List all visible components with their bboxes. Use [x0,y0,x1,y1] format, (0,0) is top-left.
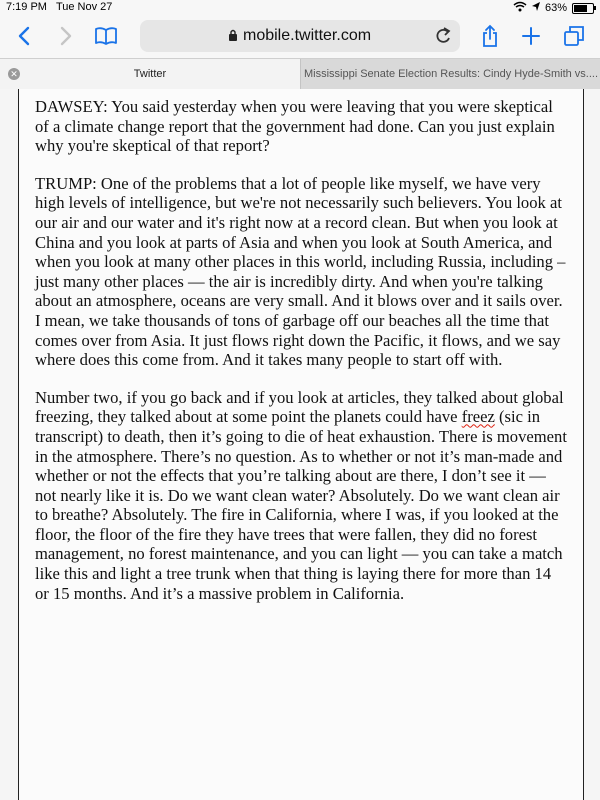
status-bar [0,0,600,16]
new-tab-icon[interactable] [520,24,542,48]
paragraph-dawsey: DAWSEY: You said yesterday when you were leaving that you were skeptical of a climate change report that the government had done. Can you just explain why you're skeptical of that report? [35,97,555,156]
paragraph-text: Number two, if you go back and if you look at articles, they talked about global freezing, they talked about at some point the planets could have [35,387,564,427]
tab-election-results[interactable] [300,59,600,89]
back-button[interactable] [14,24,34,48]
tab-title: Twitter [133,68,167,80]
location-icon [532,2,540,14]
paragraph-number-two [35,388,567,604]
paragraph-text: (sic in transcript) to death, then it’s going to die of heat exhaustion. There is movement in the atmosphere. There’s no question. As to whether or not it’s man-made and whether or not the effects that you’re talking about are there, I don’t see it — not nearly like it is. Do we want clean water? Absolutely. Do we want clean air to breathe? Absolutely. The fire in California, where I was, if you looked at the floor, the floor of the fire they have trees that were fallen, they did no forest management, no forest maintenance, and you can light — you can take a match like this and light a tree trunk when that thing is laying there for more than 14 or 15 months. And it’s a massive problem in California. [35,407,567,603]
transcript-image [18,89,584,800]
url-text: mobile.twitter.com [243,27,372,44]
forward-button[interactable] [56,24,76,48]
page-content [0,89,600,800]
spellcheck-word: freez [461,407,495,427]
tab-title: Mississippi Senate Election Results: Cindy Hyde-Smith vs.... [303,68,599,80]
share-icon[interactable] [479,24,501,48]
tab-twitter[interactable] [0,59,300,89]
lock-icon [228,29,238,47]
status-indicators [513,1,594,15]
transcript-text [35,97,567,621]
address-bar[interactable] [140,20,460,52]
close-icon[interactable]: ✕ [8,68,20,80]
status-time: 7:19 PM [6,1,47,13]
battery-icon [572,3,594,14]
paragraph-trump: TRUMP: One of the problems that a lot of people like myself, we have very high levels of intelligence, but we're not necessarily such believers. You look at our air and our water and it's right now at a record clean. But when you look at China and you look at parts of Asia and when you look at South America, and when you look at many other places in this world, including Russia, including – just many other places — the air is incredibly dirty. And when you're talking about an atmosphere, oceans are very small. And it blows over and it sails over. I mean, we take thousands of tons of garbage off our beaches all the time that comes over from Asia. It just flows right down the Pacific, it flows, and we say where does this come from. And it takes many people to start off with. [35,173,566,370]
reload-icon[interactable] [434,26,452,51]
tabs-overview-icon[interactable] [562,24,586,48]
status-date: Tue Nov 27 [55,1,113,13]
battery-percent: 63% [544,2,567,14]
status-time-date [6,1,112,13]
tab-bar [0,58,600,90]
bookmarks-icon[interactable] [93,24,119,48]
browser-toolbar [0,16,600,58]
wifi-icon [513,1,527,15]
